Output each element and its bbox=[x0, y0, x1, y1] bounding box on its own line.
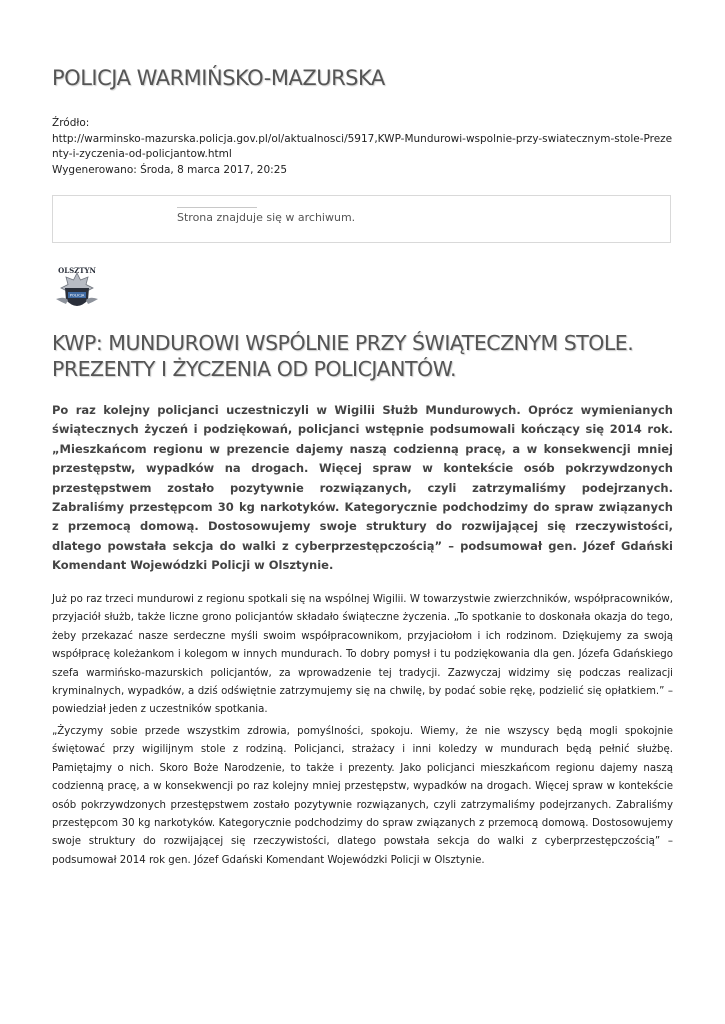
site-title: POLICJA WARMIŃSKO-MAZURSKA bbox=[52, 66, 385, 90]
article-paragraph: Już po raz trzeci mundurowi z regionu spotkali się na wspólnej Wigilii. W towarzystwie zwierzchników, współpracowników, przyjaciół służb, także liczne grono policjantów składało świąteczne życzenia. „To spotkanie to doskonała okazja do tego, żeby przekazać nasze serdeczne myśli swoim współpracownikom, przyjaciołom i ich rodzinom. Dziękujemy za swoją współpracę koleżankom i kolegom w innych mundurach. To dobry pomysł i tu podziękowania dla gen. Józefa Gdańskiego szefa warmińsko-mazurskich policjantów, za wprowadzenie tej tradycji. Zazwyczaj widzimy się podczas realizacji kryminalnych, wypadków, a dziś odświętnie zatrzymujemy się na chwilę, by podać sobie rękę, podzielić się opłatkiem.” – powiedział jeden z uczestników spotkania. bbox=[52, 594, 673, 716]
logo-plate-text: POLICJA bbox=[69, 292, 85, 298]
source-url: http://warminsko-mazurska.policja.gov.pl/ol/aktualnosci/5917,KWP-Mundurowi-wspolnie-przy-swiatecznym-stole-Prezenty-i-zyczenia-od-policjantow.html bbox=[52, 132, 673, 160]
archive-divider bbox=[177, 207, 257, 208]
document-meta bbox=[52, 116, 673, 178]
police-badge-icon bbox=[52, 266, 102, 316]
archive-notice: Strona znajduje się w archiwum. bbox=[177, 211, 356, 224]
article-title: KWP: MUNDUROWI WSPÓLNIE PRZY ŚWIĄTECZNYM STOLE. PREZENTY I ŻYCZENIA OD POLICJANTÓW. bbox=[52, 331, 634, 381]
article-paragraph: „Życzymy sobie przede wszystkim zdrowia, pomyślności, spokoju. Wiemy, że nie wszyscy będą mogli spokojnie świętować przy wigilijnym stole z rodziną. Policjanci, strażacy i inni koledzy w mundurach będą pełnić służbę. Pamiętajmy o nich. Skoro Boże Narodzenie, to także i prezenty. Jako policjanci mieszkańcom regionu dajemy naszą codzienną pracę, a w konsekwencji po raz kolejny mniej przestępstw, wypadków na drogach. Więcej spraw w kontekście osób pokrzywdzonych przestępstwem zostało pozytywnie rozwiązanych, czyli zatrzymaliśmy podejrzanych. Zabraliśmy przestępcom 30 kg narkotyków. Kategorycznie podchodzimy do spraw związanych z przemocą domową. Dostosowujemy swoje struktury do rozwijającej się rzeczywistości, dlatego powstała sekcja do walki z cyberprzestępczością” – podsumował 2014 rok gen. Józef Gdański Komendant Wojewódzki Policji w Olsztynie. bbox=[52, 726, 673, 866]
logo-text: OLSZTYN bbox=[58, 266, 96, 275]
article-lead: Po raz kolejny policjanci uczestniczyli w Wigilii Służb Mundurowych. Oprócz wymienianych świątecznych życzeń i podziękowań, policjanci wstępnie podsumowali kończący się 2014 rok. „Mieszkańcom regionu w prezencie dajemy naszą codzienną pracę, a w konsekwencji mniej przestępstw, wypadków na drogach. Więcej spraw w kontekście osób pokrzywdzonych przestępstwem zostało pozytywnie rozwiązanych, czyli zatrzymaliśmy podejrzanych. Zabraliśmy przestępcom 30 kg narkotyków. Kategorycznie podchodzimy do spraw związanych z przemocą domową. Dostosowujemy swoje struktury do rozwijającej się rzeczywistości, dlatego powstała sekcja do walki z cyberprzestępczością” – podsumował gen. Józef Gdański Komendant Wojewódzki Policji w Olsztynie. bbox=[52, 403, 673, 573]
source-label: Źródło: bbox=[52, 117, 90, 129]
archive-notice-box bbox=[52, 195, 671, 243]
generated-timestamp: Wygenerowano: Środa, 8 marca 2017, 20:25 bbox=[52, 163, 288, 176]
